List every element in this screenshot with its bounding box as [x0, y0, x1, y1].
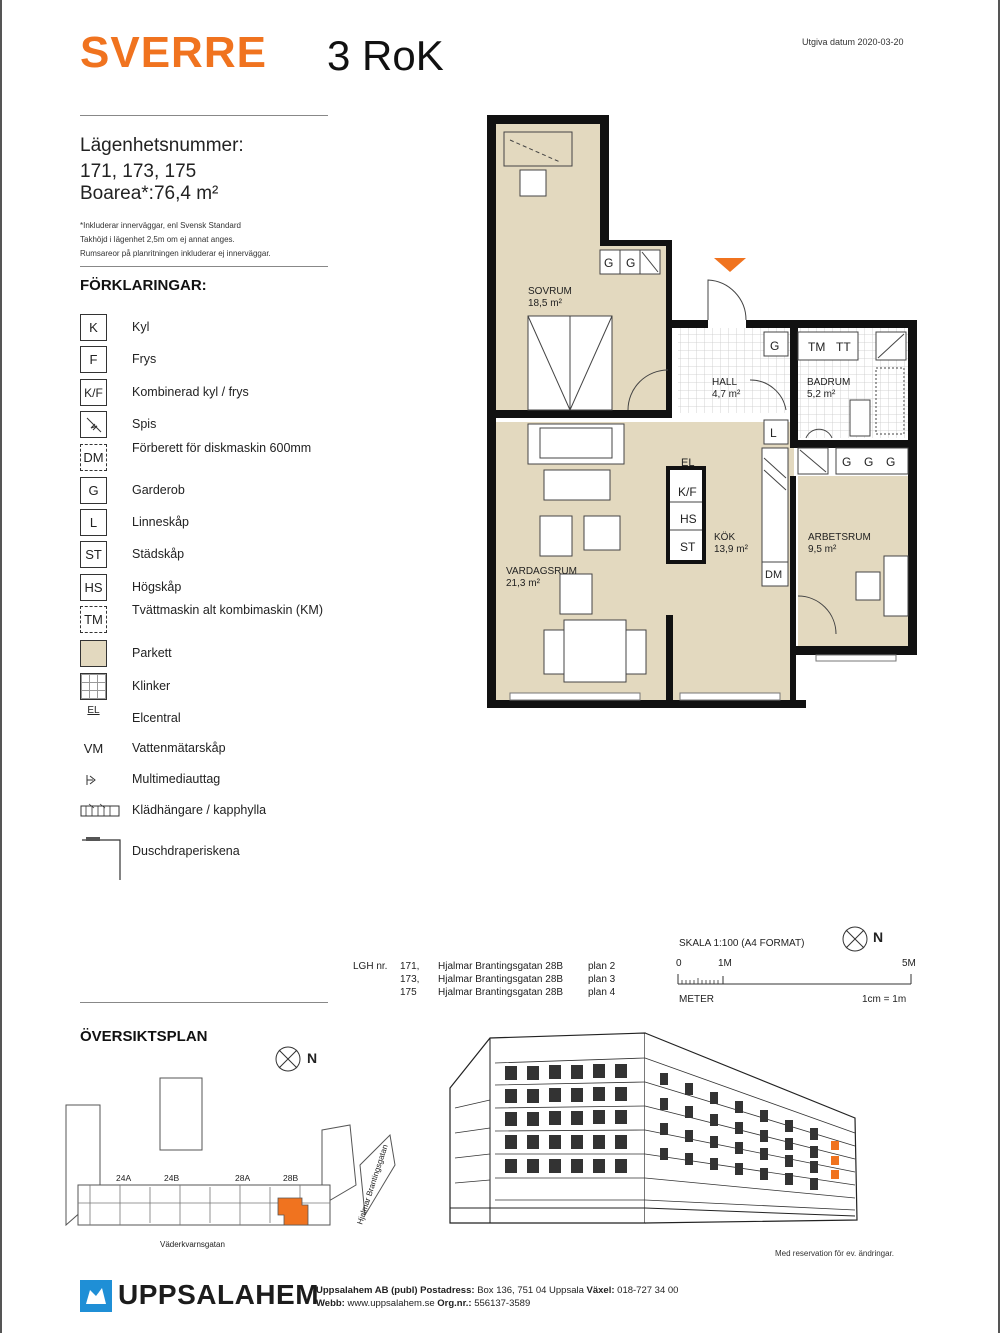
apartment-number-label: Lägenhetsnummer:: [80, 135, 244, 156]
entrance-label: 28A: [235, 1173, 251, 1183]
legend-label: Garderob: [132, 483, 185, 497]
address-street: Hjalmar Brantingsgatan 28B: [438, 987, 564, 998]
address-street: Hjalmar Brantingsgatan 28B: [438, 974, 564, 985]
legend-title: FÖRKLARINGAR:: [80, 277, 207, 294]
coat-rack-icon: [80, 797, 120, 824]
legend-item-stadskap: [80, 541, 340, 571]
legend-label: Frys: [132, 352, 157, 366]
legend-label: Städskåp: [132, 547, 185, 561]
note-line: Takhöjd i lägenhet 2,5m om ej annat anges.: [80, 235, 235, 244]
address-floor: plan 4: [588, 987, 616, 998]
company-name: UPPSALAHEM: [118, 1279, 320, 1310]
legend-label: Högskåp: [132, 580, 182, 594]
room-name-hall: HALL: [712, 377, 738, 388]
legend-label: Kombinerad kyl / frys: [132, 385, 249, 399]
overview-north-icon: [274, 1045, 304, 1075]
legend-label: Spis: [132, 417, 157, 431]
footer-org: 556137-3589: [474, 1298, 531, 1309]
legend-item-hogskap: [80, 574, 340, 604]
footer-post: Box 136, 751 04 Uppsala: [477, 1285, 584, 1296]
highlighted-apartment-windows: [831, 1141, 839, 1179]
legend-item-parkett: [80, 640, 340, 670]
legend-symbol: G: [80, 477, 107, 504]
entrance-label: 24A: [116, 1173, 132, 1183]
wardrobe-label: G: [604, 256, 614, 270]
address-floor: plan 2: [588, 961, 616, 972]
legend-item-frys: [80, 346, 340, 376]
legend-symbol: K/F: [80, 379, 107, 406]
scale-five: 5M: [902, 958, 916, 969]
north-arrow-icon: [841, 925, 871, 955]
legend-label: Klädhängare / kapphylla: [132, 803, 267, 817]
legend-label: Linneskåp: [132, 515, 189, 529]
legend-label: Kyl: [132, 320, 150, 334]
info-divider: [80, 266, 328, 267]
living-area: Boarea*:76,4 m²: [80, 183, 219, 204]
room-area-vardagsrum: 21,3 m²: [506, 578, 540, 589]
legend-item-klinker: [80, 673, 340, 703]
brand-title: SVERRE: [80, 28, 267, 77]
address-nr: 173,: [400, 974, 420, 985]
electrical-panel-label: EL: [681, 457, 695, 469]
legend-symbol: HS: [80, 574, 107, 601]
cleaning-closet-label: ST: [680, 540, 696, 554]
note-line: Rumsareor på planritningen inkluderar ej innerväggar.: [80, 249, 271, 258]
scale-zero: 0: [676, 958, 682, 969]
overview-north-label: N: [307, 1050, 318, 1066]
footer-phone-label: Växel:: [586, 1285, 615, 1296]
footer-website-link[interactable]: www.uppsalahem.se: [347, 1298, 435, 1309]
header-divider: [80, 115, 328, 116]
legend-label: Duschdraperiskena: [132, 844, 240, 858]
north-label: N: [873, 929, 884, 945]
legend-item-multimedia: [80, 766, 340, 796]
entrance-marker: [714, 258, 746, 272]
legend-label: Elcentral: [132, 711, 181, 725]
footer-line-2: [316, 1298, 530, 1309]
room-area-hall: 4,7 m²: [712, 389, 741, 400]
legend-label: Förberett för diskmaskin 600mm: [132, 441, 312, 455]
footer-org-label: Org.nr.:: [437, 1298, 472, 1309]
legend-item-vattenmatare: [80, 735, 340, 765]
footer-post-label: Postadress:: [420, 1285, 475, 1296]
shower-rail-icon: [80, 836, 124, 882]
footer-line-1: [316, 1285, 678, 1296]
street-label-bottom: Väderkvarnsgatan: [160, 1240, 225, 1249]
room-name-vardagsrum: VARDAGSRUM: [506, 566, 577, 577]
uppsalahem-logo-icon: [80, 1280, 112, 1312]
entrance-label: 24B: [164, 1173, 180, 1183]
address-table: [353, 960, 653, 1002]
multimedia-outlet-icon: [80, 766, 107, 793]
room-name-kok: KÖK: [714, 532, 736, 543]
address-nr: 175: [400, 987, 417, 998]
footer-company: Uppsalahem AB (publ): [316, 1285, 418, 1296]
site-overview-map: [60, 1075, 400, 1255]
scale-one: 1M: [718, 958, 732, 969]
building-illustration: [445, 1028, 865, 1228]
street-label-right: Hjalmar Brantingsgatan: [355, 1143, 390, 1226]
stove-icon: [80, 411, 107, 438]
wardrobe-label: G: [886, 455, 896, 469]
dryer-label: TT: [836, 340, 851, 354]
issue-date: Utgiva datum 2020-03-20: [802, 37, 904, 47]
legend-symbol: F: [80, 346, 107, 373]
electrical-panel-icon: EL: [80, 705, 107, 732]
legend-symbol: L: [80, 509, 107, 536]
legend-symbol: VM: [80, 735, 107, 762]
footer-phone: 018-727 34 00: [617, 1285, 679, 1296]
entrance-door: [708, 280, 746, 320]
apartment-type: 3 RoK: [327, 32, 444, 79]
scale-unit: METER: [679, 994, 714, 1005]
overview-divider: [80, 1002, 328, 1003]
apartment-numbers: 171, 173, 175: [80, 161, 197, 182]
legend-item-elcentral: [80, 705, 340, 735]
legend-item-duschdraperiskena: [80, 836, 340, 882]
legend-item-kyl-frys: [80, 379, 340, 409]
tile-swatch: [80, 673, 107, 700]
washing-machine-label: TM: [808, 340, 826, 354]
room-name-sovrum: SOVRUM: [528, 286, 572, 297]
legend-item-diskmaskin: [80, 441, 340, 474]
legend-label: Tvättmaskin alt kombimaskin (KM): [132, 603, 324, 617]
legend-label: Parkett: [132, 646, 172, 660]
room-name-badrum: BADRUM: [807, 377, 851, 388]
legend-item-kladhangare: [80, 797, 340, 827]
entrance-label: 28B: [283, 1173, 299, 1183]
floor-plan: [480, 110, 920, 715]
room-area-badrum: 5,2 m²: [807, 389, 836, 400]
legend-label: Klinker: [132, 679, 171, 693]
wardrobe-label: G: [842, 455, 852, 469]
legend-symbol: K: [80, 314, 107, 341]
dishwasher-label: DM: [765, 569, 783, 581]
legend-label: Vattenmätarskåp: [132, 741, 226, 755]
tall-cabinet-label: HS: [680, 512, 697, 526]
legend-symbol: DM: [80, 444, 107, 471]
legend-item-garderob: [80, 477, 340, 507]
legend-item-spis: [80, 411, 340, 441]
room-area-arbetsrum: 9,5 m²: [808, 544, 837, 555]
note-line: *Inkluderar innerväggar, enl Svensk Standard: [80, 221, 241, 230]
fridge-freezer-label: K/F: [678, 485, 697, 499]
room-area-sovrum: 18,5 m²: [528, 298, 562, 309]
parquet-swatch: [80, 640, 107, 667]
scale-title: SKALA 1:100 (A4 FORMAT): [679, 938, 805, 949]
reservation-note: Med reservation för ev. ändringar.: [775, 1249, 895, 1258]
linen-closet-label: L: [770, 426, 777, 440]
lgh-label: LGH nr.: [353, 961, 388, 972]
legend-symbol: TM: [80, 606, 107, 633]
legend-item-linneskap: [80, 509, 340, 539]
address-street: Hjalmar Brantingsgatan 28B: [438, 961, 564, 972]
legend-symbol: ST: [80, 541, 107, 568]
overview-title: ÖVERSIKTSPLAN: [80, 1028, 208, 1045]
legend-label: Multimediauttag: [132, 772, 221, 786]
address-nr: 171,: [400, 961, 420, 972]
wardrobe-label: G: [864, 455, 874, 469]
scale-ratio: 1cm = 1m: [862, 994, 907, 1005]
wardrobe-label: G: [770, 339, 780, 353]
room-area-kok: 13,9 m²: [714, 544, 748, 555]
footer-web-label: Webb:: [316, 1298, 345, 1309]
room-name-arbetsrum: ARBETSRUM: [808, 532, 871, 543]
address-floor: plan 3: [588, 974, 616, 985]
legend-item-tvattmaskin: [80, 603, 340, 636]
legend-item-kyl: [80, 314, 340, 344]
wardrobe-label: G: [626, 256, 636, 270]
scale-bar: [676, 970, 916, 986]
